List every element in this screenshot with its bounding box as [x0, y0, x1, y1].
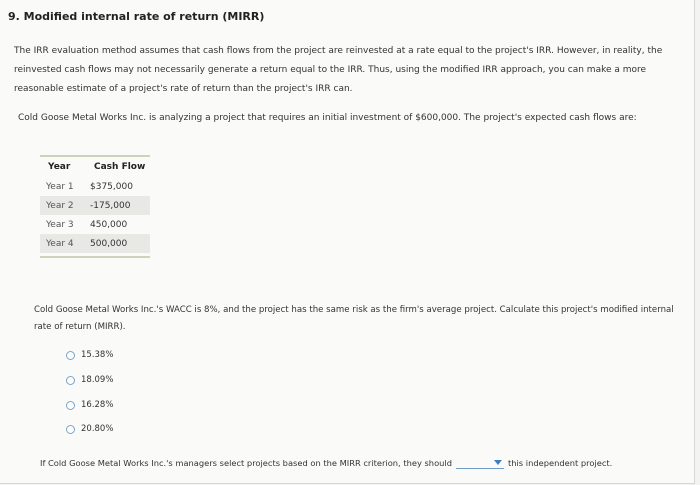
radio-button-icon[interactable]	[66, 425, 75, 434]
explanation-paragraph	[14, 42, 674, 99]
answer-option-label: 18.09%	[81, 375, 114, 385]
question-title: 9. Modified internal rate of return (MIRR)	[8, 10, 265, 23]
radio-button-icon[interactable]	[66, 401, 75, 410]
answer-option[interactable]	[66, 422, 113, 436]
answer-option-label: 20.80%	[81, 424, 114, 434]
answer-option[interactable]	[66, 398, 113, 412]
decision-dropdown[interactable]	[456, 457, 504, 469]
year-cell: Year 4	[46, 238, 74, 249]
answer-option-label: 15.38%	[81, 350, 114, 360]
cash-flow-cell: -175,000	[90, 200, 131, 211]
answer-option-label: 16.28%	[81, 400, 114, 410]
radio-button-icon[interactable]	[66, 351, 75, 360]
column-header-cash-flow: Cash Flow	[94, 162, 146, 172]
decision-sentence	[40, 457, 612, 469]
table-row	[40, 196, 150, 215]
year-cell: Year 2	[46, 200, 74, 211]
cash-flow-cell: 450,000	[90, 219, 128, 230]
decision-text-after: this independent project.	[507, 458, 613, 468]
paragraph-line: The IRR evaluation method assumes that cash flows from the project are reinvested at a rate equal to the project's IRR. However, in reality, the	[14, 46, 663, 56]
table-row	[40, 177, 150, 196]
cash-flow-cell: $375,000	[90, 181, 133, 192]
column-header-year: Year	[48, 162, 71, 172]
table-row	[40, 215, 150, 234]
project-intro-text: Cold Goose Metal Works Inc. is analyzing a project that requires an initial investment of $600,000. The project's expected cash flows are:	[18, 113, 637, 123]
cash-flow-table	[40, 155, 150, 258]
mirr-question-text	[34, 302, 674, 336]
radio-button-icon[interactable]	[66, 376, 75, 385]
answer-option[interactable]	[66, 373, 113, 387]
year-cell: Year 3	[46, 219, 74, 230]
table-bottom-rule	[40, 256, 150, 258]
table-header-row	[40, 157, 150, 177]
year-cell: Year 1	[46, 181, 74, 192]
question-line: Cold Goose Metal Works Inc.'s WACC is 8%, and the project has the same risk as the firm's average project. Calculate this project's modified internal	[34, 305, 674, 315]
table-row	[40, 234, 150, 253]
paragraph-line: reasonable estimate of a project's rate of return than the project's IRR can.	[14, 84, 353, 94]
dropdown-arrow-icon[interactable]	[494, 460, 502, 465]
decision-text-before: If Cold Goose Metal Works Inc.'s managers select projects based on the MIRR criterion, they should	[40, 458, 452, 468]
question-line: rate of return (MIRR).	[34, 322, 126, 332]
cash-flow-cell: 500,000	[90, 238, 128, 249]
answer-option[interactable]	[66, 348, 113, 362]
paragraph-line: reinvested cash flows may not necessarily generate a return equal to the IRR. Thus, using the modified IRR approach, you can make a more	[14, 65, 647, 75]
